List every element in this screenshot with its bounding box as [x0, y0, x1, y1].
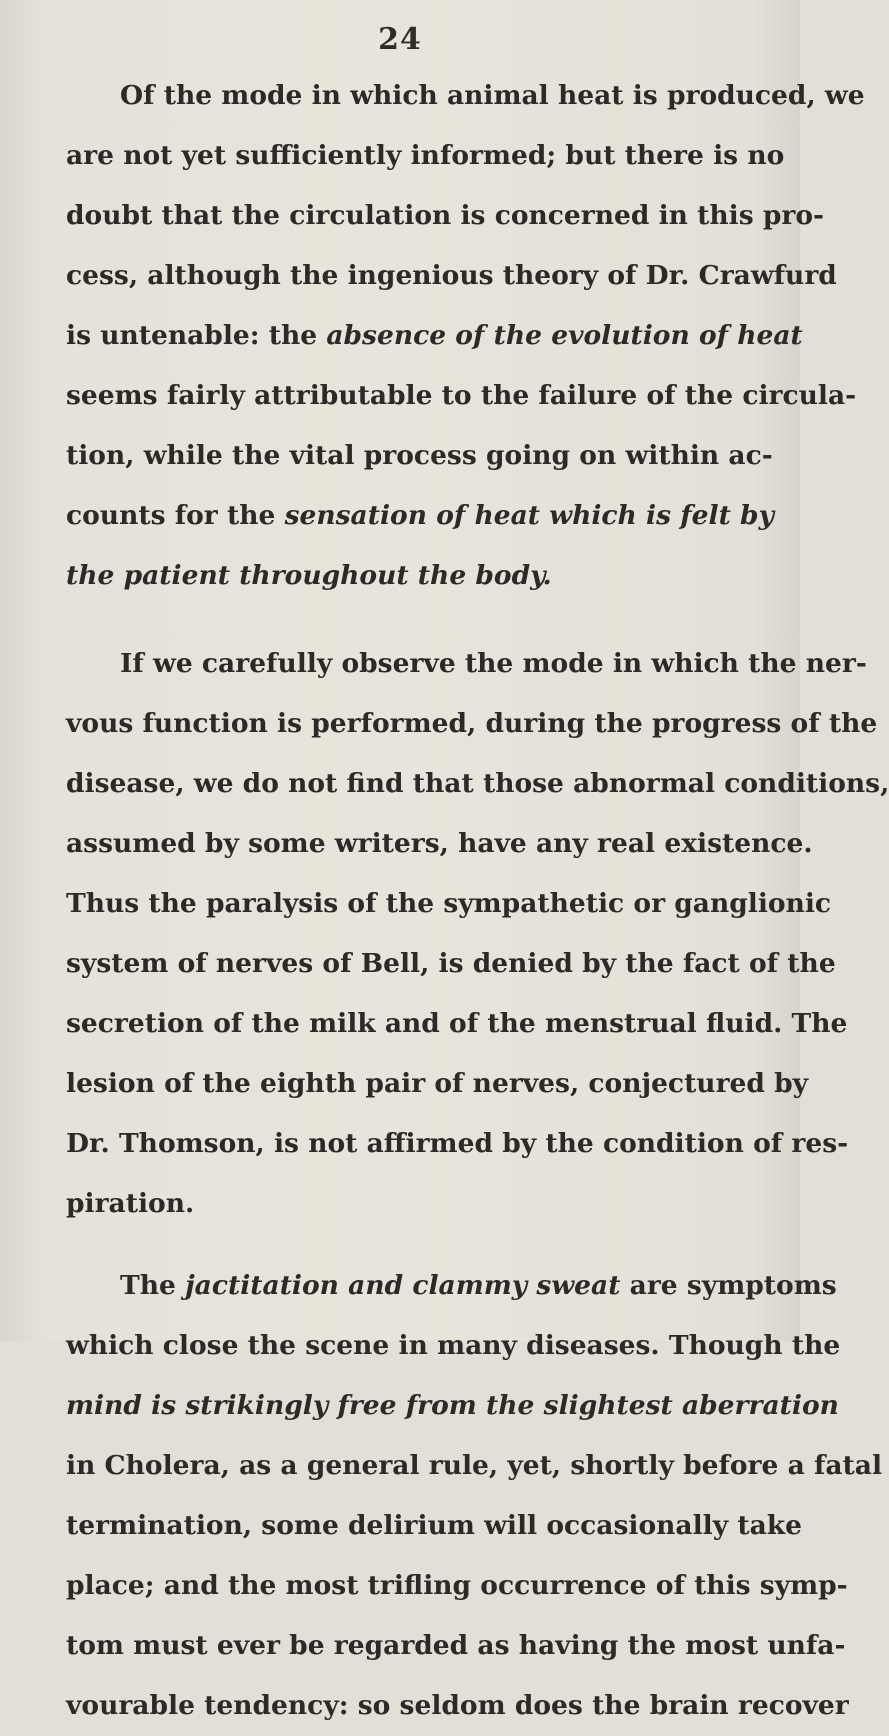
text-line: in Cholera, as a general rule, yet, shortly before a fatal	[66, 1450, 883, 1481]
text-line: lesion of the eighth pair of nerves, conjectured by	[66, 1068, 809, 1099]
text-line: cess, although the ingenious theory of Dr. Crawfurd	[66, 260, 837, 291]
body-text	[66, 66, 889, 1736]
text-line: secretion of the milk and of the menstrual fluid. The	[66, 1008, 848, 1039]
text-line: vous function is performed, during the progress of the	[66, 708, 878, 739]
page-number: 24	[378, 22, 422, 57]
text-line: tion, while the vital process going on within ac-	[66, 440, 773, 471]
paragraph-gap	[66, 1234, 770, 1256]
text-line: place; and the most trifling occurrence of this symp-	[66, 1570, 848, 1601]
text-line: termination, some delirium will occasionally take	[66, 1510, 802, 1541]
text-line: counts for the sensation of heat which is felt by	[66, 500, 774, 531]
text-line: is untenable: the absence of the evolution of heat	[66, 320, 803, 351]
text-line: which close the scene in many diseases. Though the	[66, 1330, 841, 1361]
text-line: doubt that the circulation is concerned in this pro-	[66, 200, 825, 231]
text-line: seems fairly attributable to the failure of the circula-	[66, 380, 857, 411]
text-line: The jactitation and clammy sweat are symptoms	[120, 1270, 837, 1301]
text-line: If we carefully observe the mode in which the ner-	[120, 648, 867, 679]
text-line: are not yet sufficiently informed; but there is no	[66, 140, 785, 171]
text-line: the patient throughout the body.	[66, 560, 552, 591]
text-line: Of the mode in which animal heat is produced, we	[120, 80, 865, 111]
paragraph-gap	[66, 606, 770, 634]
text-line: mind is strikingly free from the slightest aberration	[66, 1390, 839, 1421]
text-line: vourable tendency: so seldom does the brain recover	[66, 1690, 849, 1721]
text-line: Dr. Thomson, is not affirmed by the condition of res-	[66, 1128, 849, 1159]
text-line: system of nerves of Bell, is denied by the fact of the	[66, 948, 836, 979]
paragraph-jactitation	[66, 1256, 883, 1736]
paragraph-animal-heat	[66, 66, 865, 606]
text-line: tom must ever be regarded as having the most unfa-	[66, 1630, 846, 1661]
text-line: disease, we do not find that those abnormal conditions,	[66, 768, 889, 799]
text-line: Thus the paralysis of the sympathetic or ganglionic	[66, 888, 832, 919]
text-line: piration.	[66, 1188, 195, 1219]
text-line: assumed by some writers, have any real existence.	[66, 828, 813, 859]
paragraph-nervous-function	[66, 634, 889, 1234]
